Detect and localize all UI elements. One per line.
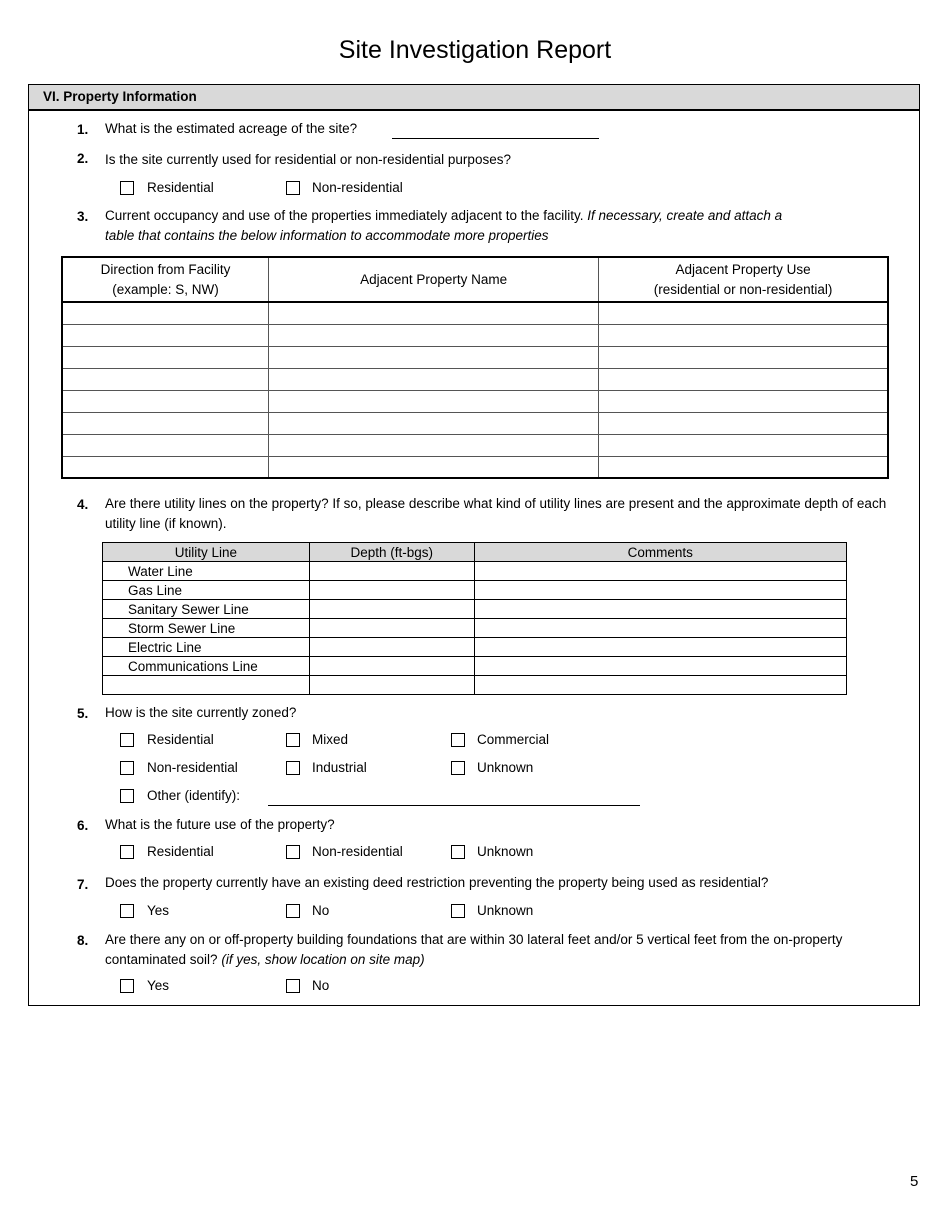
property-name-header: Adjacent Property Name — [269, 257, 599, 302]
q7-text: Does the property currently have an existing deed restriction preventing the property being used as residential? — [105, 875, 769, 890]
q2-text: Is the site currently used for residential or non-residential purposes? — [105, 152, 511, 167]
table-cell[interactable] — [62, 324, 269, 346]
comments-cell[interactable] — [474, 619, 846, 638]
table-cell[interactable] — [269, 368, 599, 390]
table-row — [62, 390, 888, 412]
q2-residential-label: Residential — [147, 180, 214, 195]
q5-text: How is the site currently zoned? — [105, 705, 297, 720]
q5-non-residential-checkbox[interactable] — [120, 761, 134, 775]
q5-industrial-checkbox[interactable] — [286, 761, 300, 775]
table-row — [62, 302, 888, 324]
table-cell[interactable] — [269, 324, 599, 346]
table-cell[interactable] — [62, 368, 269, 390]
q5-mixed-label: Mixed — [312, 732, 349, 747]
table-cell[interactable] — [599, 412, 888, 434]
q7-unknown-checkbox[interactable] — [451, 904, 465, 918]
comments-cell[interactable] — [474, 600, 846, 619]
table-cell[interactable] — [599, 368, 888, 390]
table-row — [62, 456, 888, 478]
q5-commercial-checkbox[interactable] — [451, 733, 465, 747]
q8-no-checkbox[interactable] — [286, 979, 300, 993]
table-cell[interactable] — [62, 456, 269, 478]
q4-number: 4. — [77, 497, 89, 512]
table-cell[interactable] — [269, 302, 599, 324]
q5-residential-label: Residential — [147, 732, 214, 747]
table-row — [103, 562, 847, 581]
q1-number: 1. — [77, 122, 89, 137]
q6-non-residential-checkbox[interactable] — [286, 845, 300, 859]
q8-yes-checkbox[interactable] — [120, 979, 134, 993]
table-cell[interactable] — [599, 302, 888, 324]
table-row — [62, 324, 888, 346]
table-cell[interactable] — [62, 346, 269, 368]
depth-cell[interactable] — [309, 581, 474, 600]
q6-residential-checkbox[interactable] — [120, 845, 134, 859]
zoning-other-input[interactable] — [268, 787, 640, 806]
q5-unknown-checkbox[interactable] — [451, 761, 465, 775]
table-row — [62, 434, 888, 456]
table-row — [62, 346, 888, 368]
q8-text: Are there any on or off-property building foundations that are within 30 lateral feet and/or 5 vertical feet from the on-property contaminated soil? (if yes, show location on site map) — [105, 932, 843, 967]
depth-cell[interactable] — [309, 619, 474, 638]
q6-non-residential-label: Non-residential — [312, 844, 403, 859]
table-row — [62, 412, 888, 434]
utility-name: Storm Sewer Line — [103, 619, 310, 638]
q8-yes-label: Yes — [147, 978, 170, 993]
table-row — [103, 600, 847, 619]
table-cell[interactable] — [269, 434, 599, 456]
q5-other-label: Other (identify): — [147, 788, 241, 803]
utility-name: Gas Line — [103, 581, 310, 600]
q6-number: 6. — [77, 818, 89, 833]
table-row — [103, 581, 847, 600]
table-row — [103, 676, 847, 695]
q5-other-checkbox[interactable] — [120, 789, 134, 803]
adjacent-property-table — [61, 256, 889, 479]
depth-cell[interactable] — [309, 657, 474, 676]
comments-cell[interactable] — [474, 638, 846, 657]
depth-cell[interactable] — [309, 676, 474, 695]
q6-residential-label: Residential — [147, 844, 214, 859]
q7-no-checkbox[interactable] — [286, 904, 300, 918]
comments-header: Comments — [474, 543, 846, 562]
comments-cell[interactable] — [474, 657, 846, 676]
table-cell[interactable] — [599, 324, 888, 346]
depth-cell[interactable] — [309, 562, 474, 581]
q5-number: 5. — [77, 706, 89, 721]
q8-number: 8. — [77, 933, 89, 948]
q7-unknown-label: Unknown — [477, 903, 534, 918]
table-cell[interactable] — [599, 434, 888, 456]
table-cell[interactable] — [62, 412, 269, 434]
q5-commercial-label: Commercial — [477, 732, 550, 747]
section-heading: VI. Property Information — [29, 85, 919, 111]
property-use-header: Adjacent Property Use (residential or non-residential) — [599, 257, 888, 302]
q5-unknown-label: Unknown — [477, 760, 534, 775]
q1-text: What is the estimated acreage of the site? — [105, 121, 358, 136]
utility-name: Water Line — [103, 562, 310, 581]
q2-residential-checkbox[interactable] — [120, 181, 134, 195]
comments-cell[interactable] — [474, 562, 846, 581]
q6-unknown-checkbox[interactable] — [451, 845, 465, 859]
q2-number: 2. — [77, 151, 89, 166]
utility-name: Sanitary Sewer Line — [103, 600, 310, 619]
document-title: Site Investigation Report — [338, 36, 612, 64]
q6-text: What is the future use of the property? — [105, 817, 335, 832]
utility-name: Communications Line — [103, 657, 310, 676]
table-row — [103, 657, 847, 676]
q2-non-residential-checkbox[interactable] — [286, 181, 300, 195]
direction-header: Direction from Facility (example: S, NW) — [62, 257, 269, 302]
q4-text: Are there utility lines on the property? If so, please describe what kind of utility lines are present and the approximate depth of each utility line (if known). — [105, 496, 887, 531]
q3-number: 3. — [77, 209, 89, 224]
table-row — [103, 619, 847, 638]
comments-cell[interactable] — [474, 581, 846, 600]
q7-yes-checkbox[interactable] — [120, 904, 134, 918]
utility-name: Electric Line — [103, 638, 310, 657]
q5-non-residential-label: Non-residential — [147, 760, 238, 775]
depth-cell[interactable] — [309, 638, 474, 657]
table-cell[interactable] — [269, 412, 599, 434]
table-cell[interactable] — [269, 456, 599, 478]
depth-header: Depth (ft-bgs) — [309, 543, 474, 562]
table-cell[interactable] — [269, 346, 599, 368]
table-row — [103, 638, 847, 657]
utility-line-header: Utility Line — [103, 543, 310, 562]
acreage-input[interactable] — [392, 120, 599, 139]
q6-unknown-label: Unknown — [477, 844, 534, 859]
page-number: 5 — [910, 1173, 919, 1190]
q7-yes-label: Yes — [147, 903, 170, 918]
table-cell[interactable] — [269, 390, 599, 412]
table-row — [62, 368, 888, 390]
comments-cell[interactable] — [474, 676, 846, 695]
table-cell[interactable] — [62, 302, 269, 324]
q5-industrial-label: Industrial — [312, 760, 367, 775]
q2-non-residential-label: Non-residential — [312, 180, 403, 195]
table-cell[interactable] — [62, 434, 269, 456]
utility-lines-table — [102, 542, 847, 695]
table-cell[interactable] — [62, 390, 269, 412]
table-cell[interactable] — [599, 456, 888, 478]
q8-no-label: No — [312, 978, 330, 993]
depth-cell[interactable] — [309, 600, 474, 619]
utility-name[interactable] — [103, 676, 310, 695]
q5-residential-checkbox[interactable] — [120, 733, 134, 747]
q7-no-label: No — [312, 903, 330, 918]
q7-number: 7. — [77, 877, 89, 892]
q3-text: Current occupancy and use of the properties immediately adjacent to the facility. If necessary, create and attach a table that contains the below information to accommodate more properties — [105, 208, 783, 243]
q5-mixed-checkbox[interactable] — [286, 733, 300, 747]
table-cell[interactable] — [599, 390, 888, 412]
table-cell[interactable] — [599, 346, 888, 368]
